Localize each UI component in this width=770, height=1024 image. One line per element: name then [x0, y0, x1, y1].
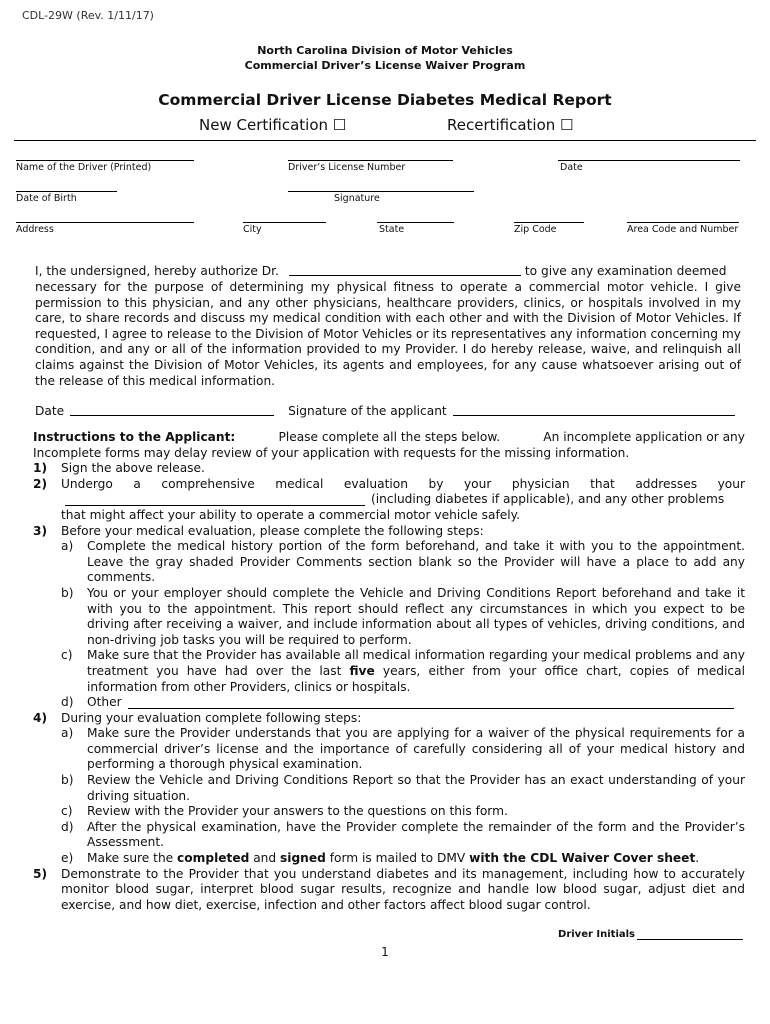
step-4d-text: After the physical examination, have the Provider complete the remainder of the form and the Provider’s Assessment. — [87, 819, 745, 850]
step-4d-label: d) — [61, 819, 74, 834]
license-number-field[interactable]: Driver’s License Number — [288, 160, 453, 174]
step-4b — [33, 773, 745, 804]
step-3c-text-post: years, either from your office chart, copies of medical information from other Providers, clinics or hospitals. — [87, 663, 745, 694]
step-4c-text: Review with the Provider your answers to the questions on this form. — [87, 804, 508, 819]
step-4b-label: b) — [61, 773, 74, 788]
driver-name-field[interactable]: Name of the Driver (Printed) — [16, 160, 194, 174]
step-3b — [33, 586, 745, 648]
step-3c-text: Make sure that the Provider has available all medical information regarding your medical problems and any treatment you have had over the last — [87, 648, 745, 678]
area-code-field[interactable]: Area Code and Number — [627, 224, 739, 235]
medical-problems-input[interactable] — [65, 494, 365, 506]
authorization-lead: I, the undersigned, hereby authorize Dr. — [35, 264, 279, 278]
date-field[interactable]: Date — [560, 162, 583, 173]
step-3c-label: c) — [61, 648, 73, 663]
instructions-intro-c: Incomplete forms may delay review of your application with requests for the missing information. — [33, 445, 630, 460]
driver-initials-input[interactable] — [637, 930, 743, 940]
step-3-text: Before your medical evaluation, please complete the following steps: — [61, 523, 484, 538]
step-2-text-c: that might affect your ability to operate a commercial motor vehicle safely. — [61, 507, 521, 522]
applicant-signature-input[interactable] — [453, 404, 735, 416]
step-3d-text: Other — [87, 695, 122, 710]
instructions-intro-a: Please complete all the steps below. — [278, 430, 501, 444]
step-3 — [33, 524, 745, 540]
step-4c — [33, 804, 745, 820]
step-2-number: 2) — [33, 476, 48, 491]
authorization-tail: to give any examination deemed — [524, 264, 727, 278]
step-5-number: 5) — [33, 866, 48, 881]
doctor-name-input[interactable] — [289, 264, 521, 276]
step-4e-period: . — [695, 851, 700, 866]
step-4e-signed: signed — [280, 851, 326, 866]
step-4e-text-pre: Make sure the — [87, 851, 174, 866]
instructions-section — [33, 430, 745, 913]
step-5 — [33, 867, 745, 914]
instructions-heading: Instructions to the Applicant: — [33, 430, 236, 444]
dob-field[interactable]: Date of Birth — [16, 191, 117, 205]
applicant-signature-label: Signature of the applicant — [288, 404, 447, 418]
step-4b-text: Review the Vehicle and Driving Conditions Report so that the Provider has an exact understanding of your driving situation. — [87, 773, 745, 803]
step-4e-completed: completed — [177, 851, 250, 866]
address-field[interactable]: Address — [16, 222, 194, 236]
step-3d — [33, 695, 745, 711]
step-2-continued — [33, 492, 745, 508]
state-field[interactable]: State — [379, 224, 405, 235]
recertification-checkbox[interactable]: Recertification ☐ — [447, 116, 574, 134]
step-2-text-b: (including diabetes if applicable), and any other problems — [371, 492, 725, 507]
applicant-date-label: Date — [35, 404, 65, 418]
header-divider — [14, 140, 756, 141]
instructions-heading-row — [33, 430, 745, 446]
step-3b-label: b) — [61, 585, 74, 600]
step-3a-label: a) — [61, 539, 74, 554]
step-4a — [33, 726, 745, 773]
signature-field[interactable]: Signature — [334, 193, 380, 204]
new-certification-checkbox[interactable]: New Certification ☐ — [199, 116, 347, 134]
page-number: 1 — [381, 945, 389, 959]
step-4-number: 4) — [33, 710, 48, 725]
step-4-text: During your evaluation complete following steps: — [61, 710, 362, 725]
driver-initials-row — [558, 929, 743, 940]
step-4e — [33, 851, 745, 867]
step-2 — [33, 477, 745, 493]
instructions-intro-b: An incomplete application or any — [543, 430, 745, 444]
agency-name: North Carolina Division of Motor Vehicles — [257, 44, 513, 57]
step-3a-text: Complete the medical history portion of the form beforehand, and take it with you to the appointment. Leave the gray shaded Provider Comments section blank so the Provider will have a place to add any comments. — [87, 539, 745, 585]
driver-initials-label: Driver Initials — [558, 929, 635, 940]
step-4a-label: a) — [61, 726, 74, 741]
step-3c — [33, 648, 745, 695]
step-4d — [33, 820, 745, 851]
step-4c-label: c) — [61, 804, 73, 819]
page-title: Commercial Driver License Diabetes Medical Report — [158, 91, 612, 109]
city-field[interactable]: City — [243, 222, 326, 236]
step-3d-label: d) — [61, 695, 74, 710]
step-3-number: 3) — [33, 523, 48, 538]
program-name: Commercial Driver’s License Waiver Program — [244, 59, 526, 72]
step-3a — [33, 539, 745, 586]
step-5-text: Demonstrate to the Provider that you understand diabetes and its management, including how to accurately monitor blood sugar, interpret blood sugar results, recognize and handle low blood sugar, adjust diet and exercise, and how diet, exercise, infection and other factors affect blood sugar control. — [61, 866, 745, 912]
step-4e-cover-sheet: with the CDL Waiver Cover sheet — [469, 851, 696, 866]
zip-field[interactable]: Zip Code — [514, 224, 557, 235]
step-1-number: 1) — [33, 461, 48, 476]
step-3c-bold: five — [349, 663, 375, 678]
form-code: CDL-29W (Rev. 1/11/17) — [22, 9, 154, 22]
step-2-text: Undergo a comprehensive medical evaluation by your physician that addresses your — [61, 476, 745, 491]
other-input[interactable] — [128, 697, 734, 709]
step-4e-and: and — [253, 851, 277, 866]
step-4e-label: e) — [61, 851, 74, 866]
step-4a-text: Make sure the Provider understands that you are applying for a waiver of the physical requirements for a commercial driver’s license and the importance of carefully considering all of your medical history and performing a thorough physical examination. — [87, 726, 745, 772]
applicant-signature-row — [35, 404, 735, 418]
applicant-date-input[interactable] — [70, 404, 274, 416]
step-1-text: Sign the above release. — [61, 461, 205, 476]
step-3b-text: You or your employer should complete the Vehicle and Driving Conditions Report beforehand and take it with you to the appointment. This report should reflect any circumstances in which you expect to be driving after receiving a waiver, and include information about all types of vehicles, driving conditions, and non-driving job tasks you will be required to perform. — [87, 585, 745, 647]
step-4e-text-post: form is mailed to DMV — [329, 851, 466, 866]
authorization-first-line — [35, 264, 741, 278]
step-1 — [33, 461, 745, 477]
authorization-body: necessary for the purpose of determining my physical fitness to operate a commercial motor vehicle. I give permission to this physician, and any other physicians, healthcare providers, clinics, or hospitals involved in my care, to share records and discuss my medical condition with each other and with the Division of Motor Vehicles. If requested, I agree to release to the Division of Motor Vehicles or its representatives any information concerning my condition, and any or all of the information provided to my Provider. I do hereby release, waive, and relinquish all claims against the Division of Motor Vehicles, its agents and employees, for any cause whatsoever arising out of the release of this medical information. — [35, 280, 741, 388]
step-4 — [33, 711, 745, 727]
